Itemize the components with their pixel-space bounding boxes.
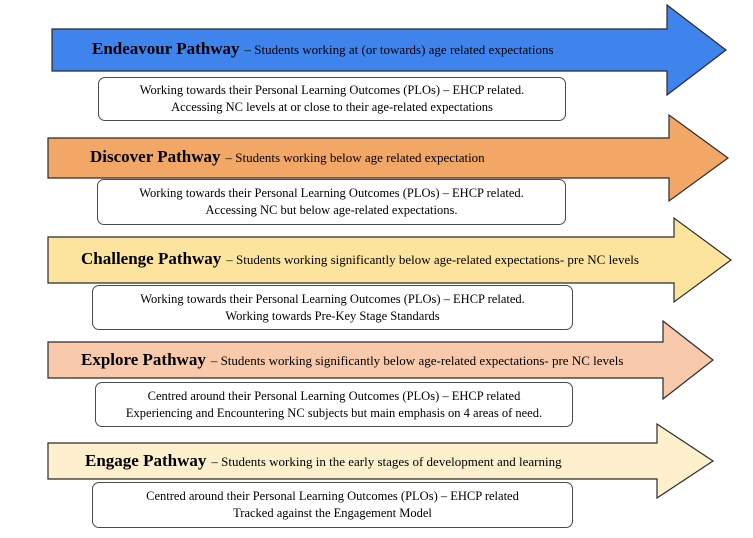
detail-line: Experiencing and Encountering NC subjects but main emphasis on 4 areas of need.	[125, 405, 543, 420]
explore-title	[81, 350, 623, 370]
pathway-description: – Students working at (or towards) age related expectations	[244, 42, 554, 57]
detail-line: Centred around their Personal Learning Outcomes (PLOs) – EHCP related	[146, 489, 519, 503]
pathway-description: – Students working significantly below age-related expectations- pre NC levels	[210, 353, 624, 368]
pathway-name: Endeavour Pathway	[92, 39, 240, 58]
detail-line: Working towards their Personal Learning Outcomes (PLOs) – EHCP related.	[140, 291, 525, 306]
detail-line: Tracked against the Engagement Model	[233, 506, 432, 520]
pathway-name: Explore Pathway	[81, 350, 206, 369]
challenge-title	[81, 249, 639, 269]
detail-line: Working towards Pre-Key Stage Standards	[225, 308, 440, 323]
detail-line: Centred around their Personal Learning Outcomes (PLOs) – EHCP related	[147, 388, 521, 403]
endeavour-detail-box	[98, 77, 566, 121]
pathway-description: – Students working below age related expectation	[225, 150, 485, 165]
detail-line: Working towards their Personal Learning Outcomes (PLOs) – EHCP related.	[139, 186, 524, 200]
discover-title	[90, 147, 485, 167]
pathway-name: Engage Pathway	[85, 451, 207, 470]
discover-detail-box	[97, 179, 566, 225]
engage-detail-box	[92, 482, 573, 528]
detail-line: Accessing NC levels at or close to their age-related expectations	[171, 100, 493, 114]
challenge-detail-box	[92, 285, 573, 330]
pathway-description: – Students working significantly below age-related expectations- pre NC levels	[226, 252, 639, 267]
detail-line: Working towards their Personal Learning Outcomes (PLOs) – EHCP related.	[139, 83, 525, 97]
pathway-name: Discover Pathway	[90, 147, 221, 166]
detail-line: Accessing NC but below age-related expectations.	[205, 203, 458, 217]
explore-detail-box	[95, 382, 573, 427]
engage-title	[85, 451, 562, 471]
endeavour-title	[92, 39, 554, 59]
pathway-description: – Students working in the early stages of development and learning	[211, 454, 562, 469]
pathway-name: Challenge Pathway	[81, 249, 222, 268]
